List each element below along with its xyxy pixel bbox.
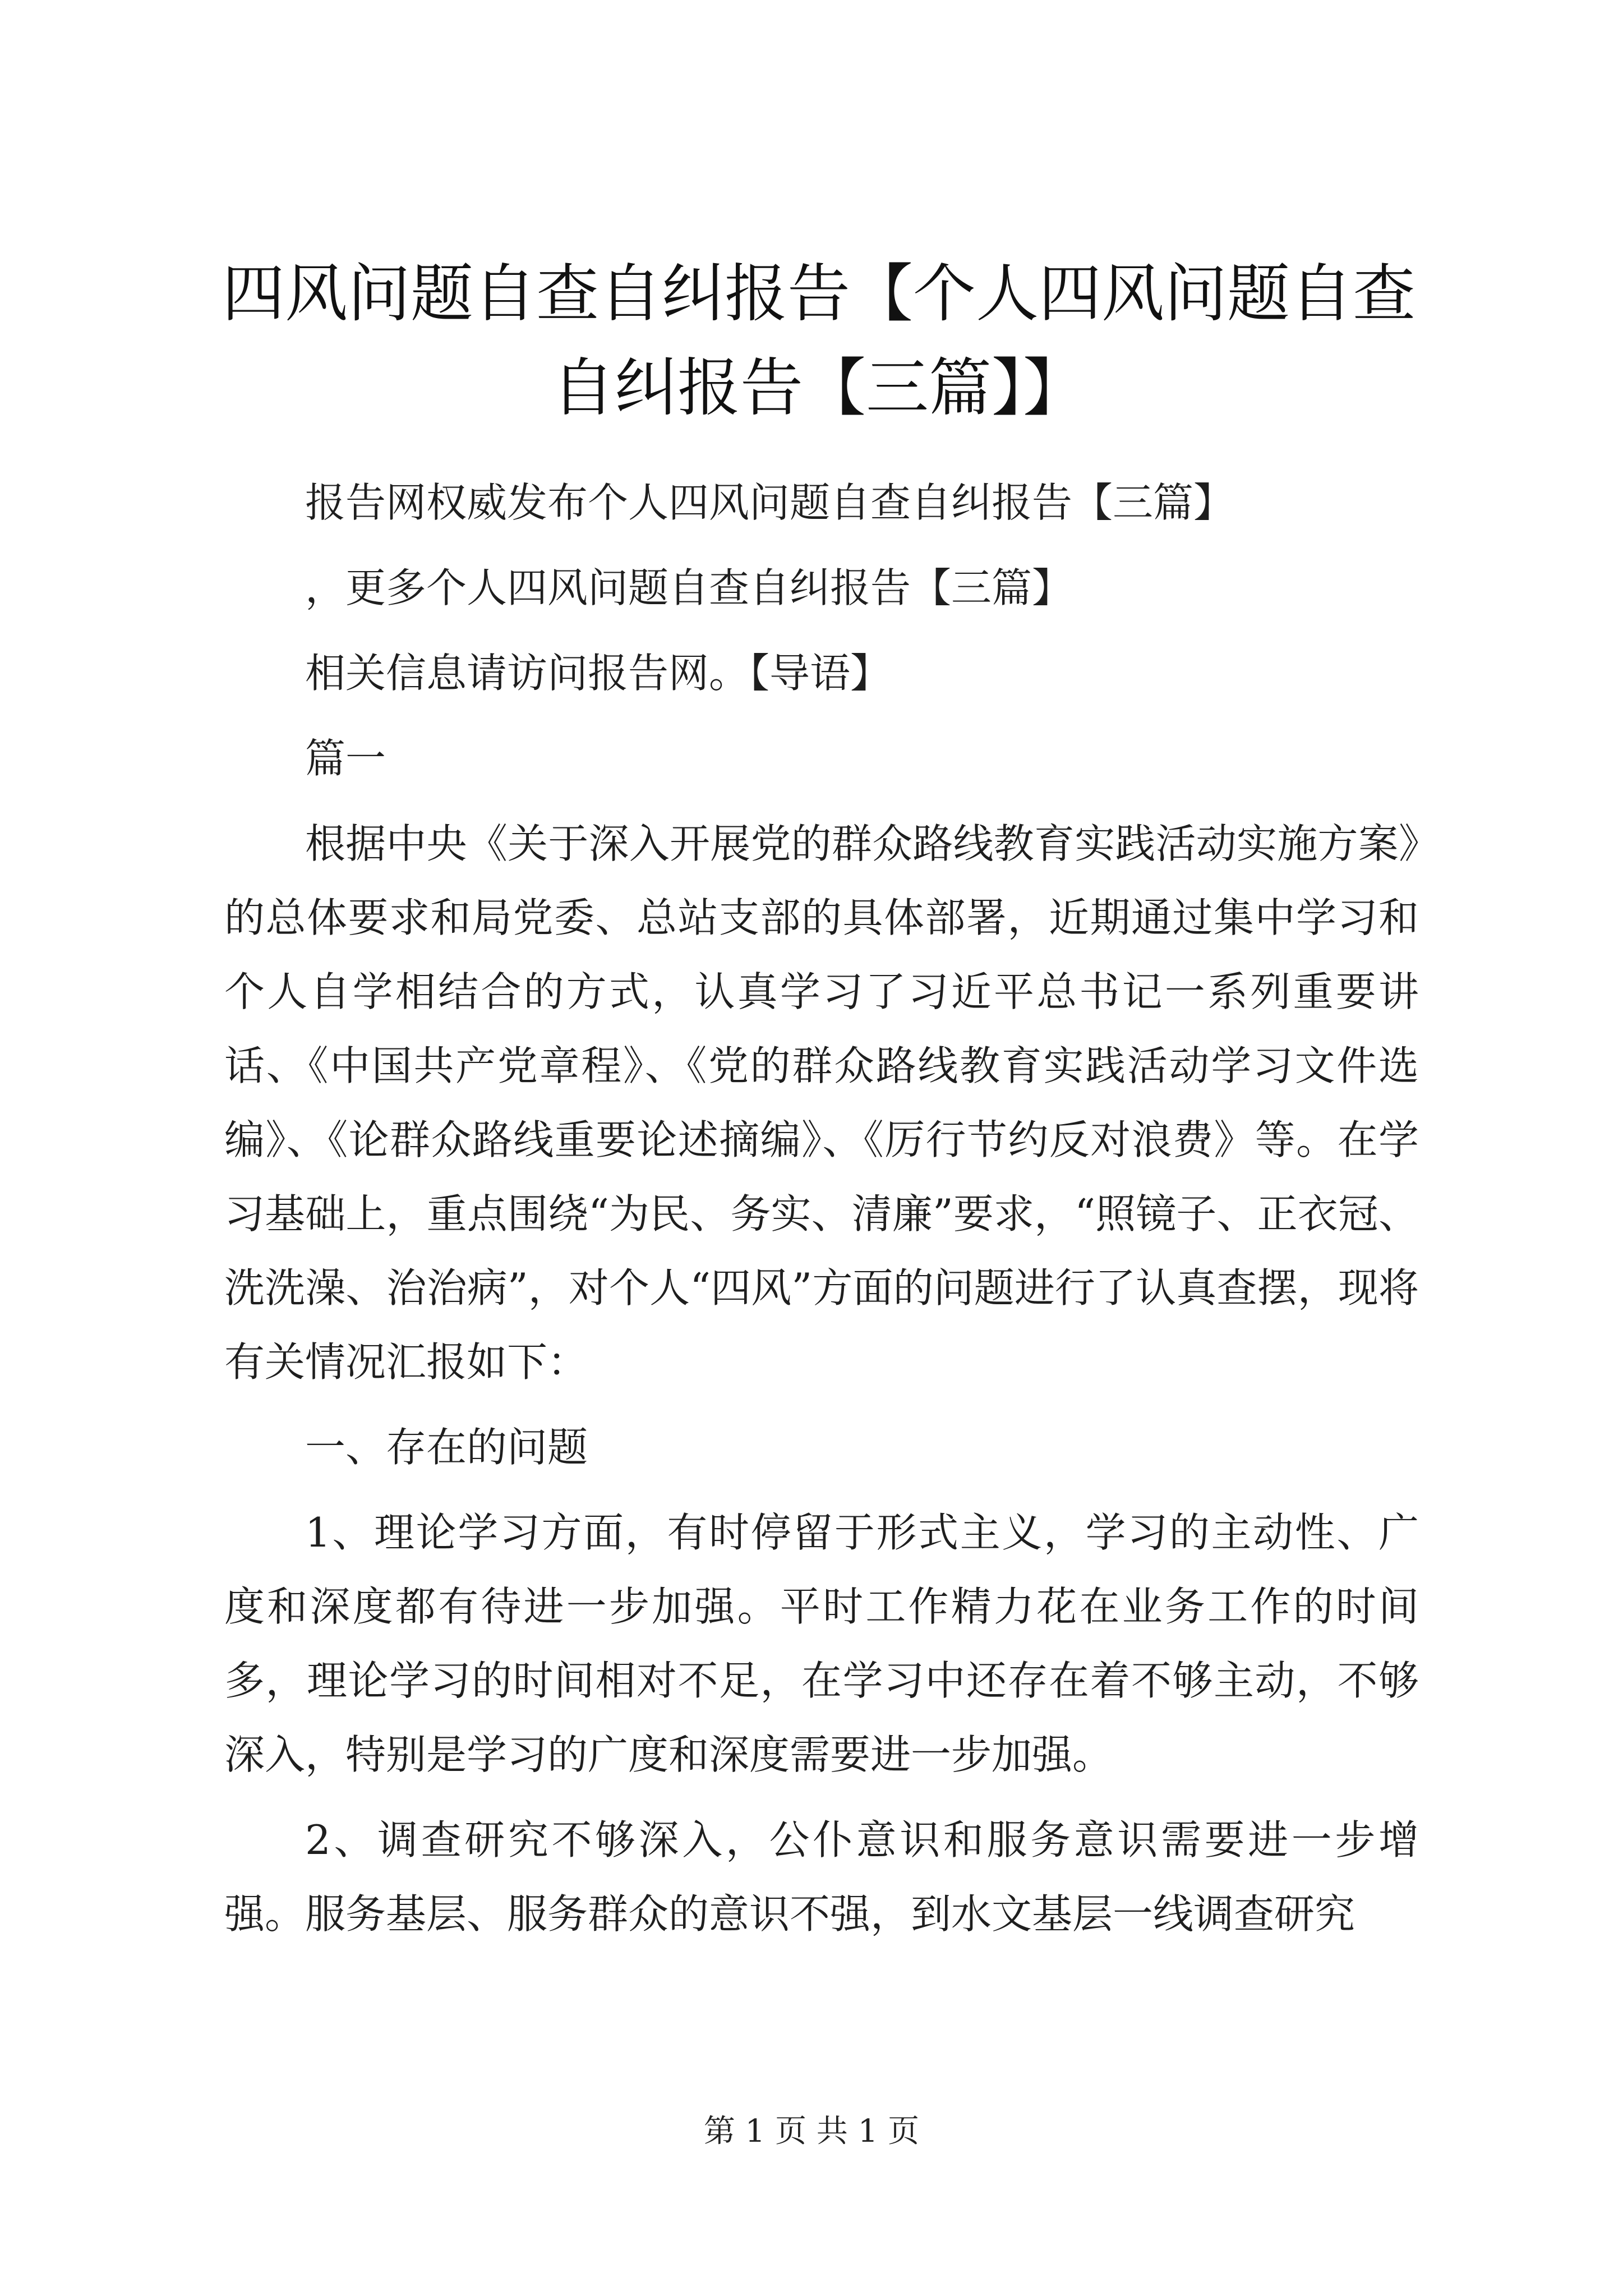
document-title: 四风问题自查自纠报告【个人四风问题自查自纠报告【三篇】】 [222,257,1415,425]
page-footer: 第 1 页 共 1 页 [703,2113,920,2150]
paragraph-intro-1: 报告网权威发布个人四风问题自查自纠报告【三篇】 [305,479,1234,526]
section-heading-problems: 一、存在的问题 [305,1424,588,1471]
document-body [224,466,1419,1962]
section-heading-part-one: 篇一 [305,735,386,782]
paragraph-problem-1: 1、理论学习方面，有时停留于形式主义，学习的主动性、广度和深度都有待进一步加强。平时工作精力花在业务工作的时间多，理论学习的时间相对不足，在学习中还存在着不够主动，不够深入，特别是学习的广度和深度需要进一步加强。 [224,1509,1419,1778]
paragraph-intro-3: 相关信息请访问报告网。【导语】 [305,650,891,697]
paragraph-problem-2: 2、调查研究不够深入，公仆意识和服务意识需要进一步增强。服务基层、服务群众的意识不强，到水文基层一线调查研究 [224,1816,1419,1938]
paragraph-intro-2: ，更多个人四风问题自查自纠报告【三篇】 [305,564,1073,611]
paragraph-background: 根据中央《关于深入开展党的群众路线教育实践活动实施方案》的总体要求和局党委、总站支部的具体部署，近期通过集中学习和个人自学相结合的方式，认真学习了习近平总书记一系列重要讲话、《中国共产党章程》、《党的群众路线教育实践活动学习文件选编》、《论群众路线重要论述摘编》、《厉行节约反对浪费》等。在学习基础上，重点围绕“为民、务实、清廉”要求，“照镜子、正衣冠、洗洗澡、治治病”，对个人“四风”方面的问题进行了认真查摆，现将有关情况汇报如下： [224,820,1419,1386]
